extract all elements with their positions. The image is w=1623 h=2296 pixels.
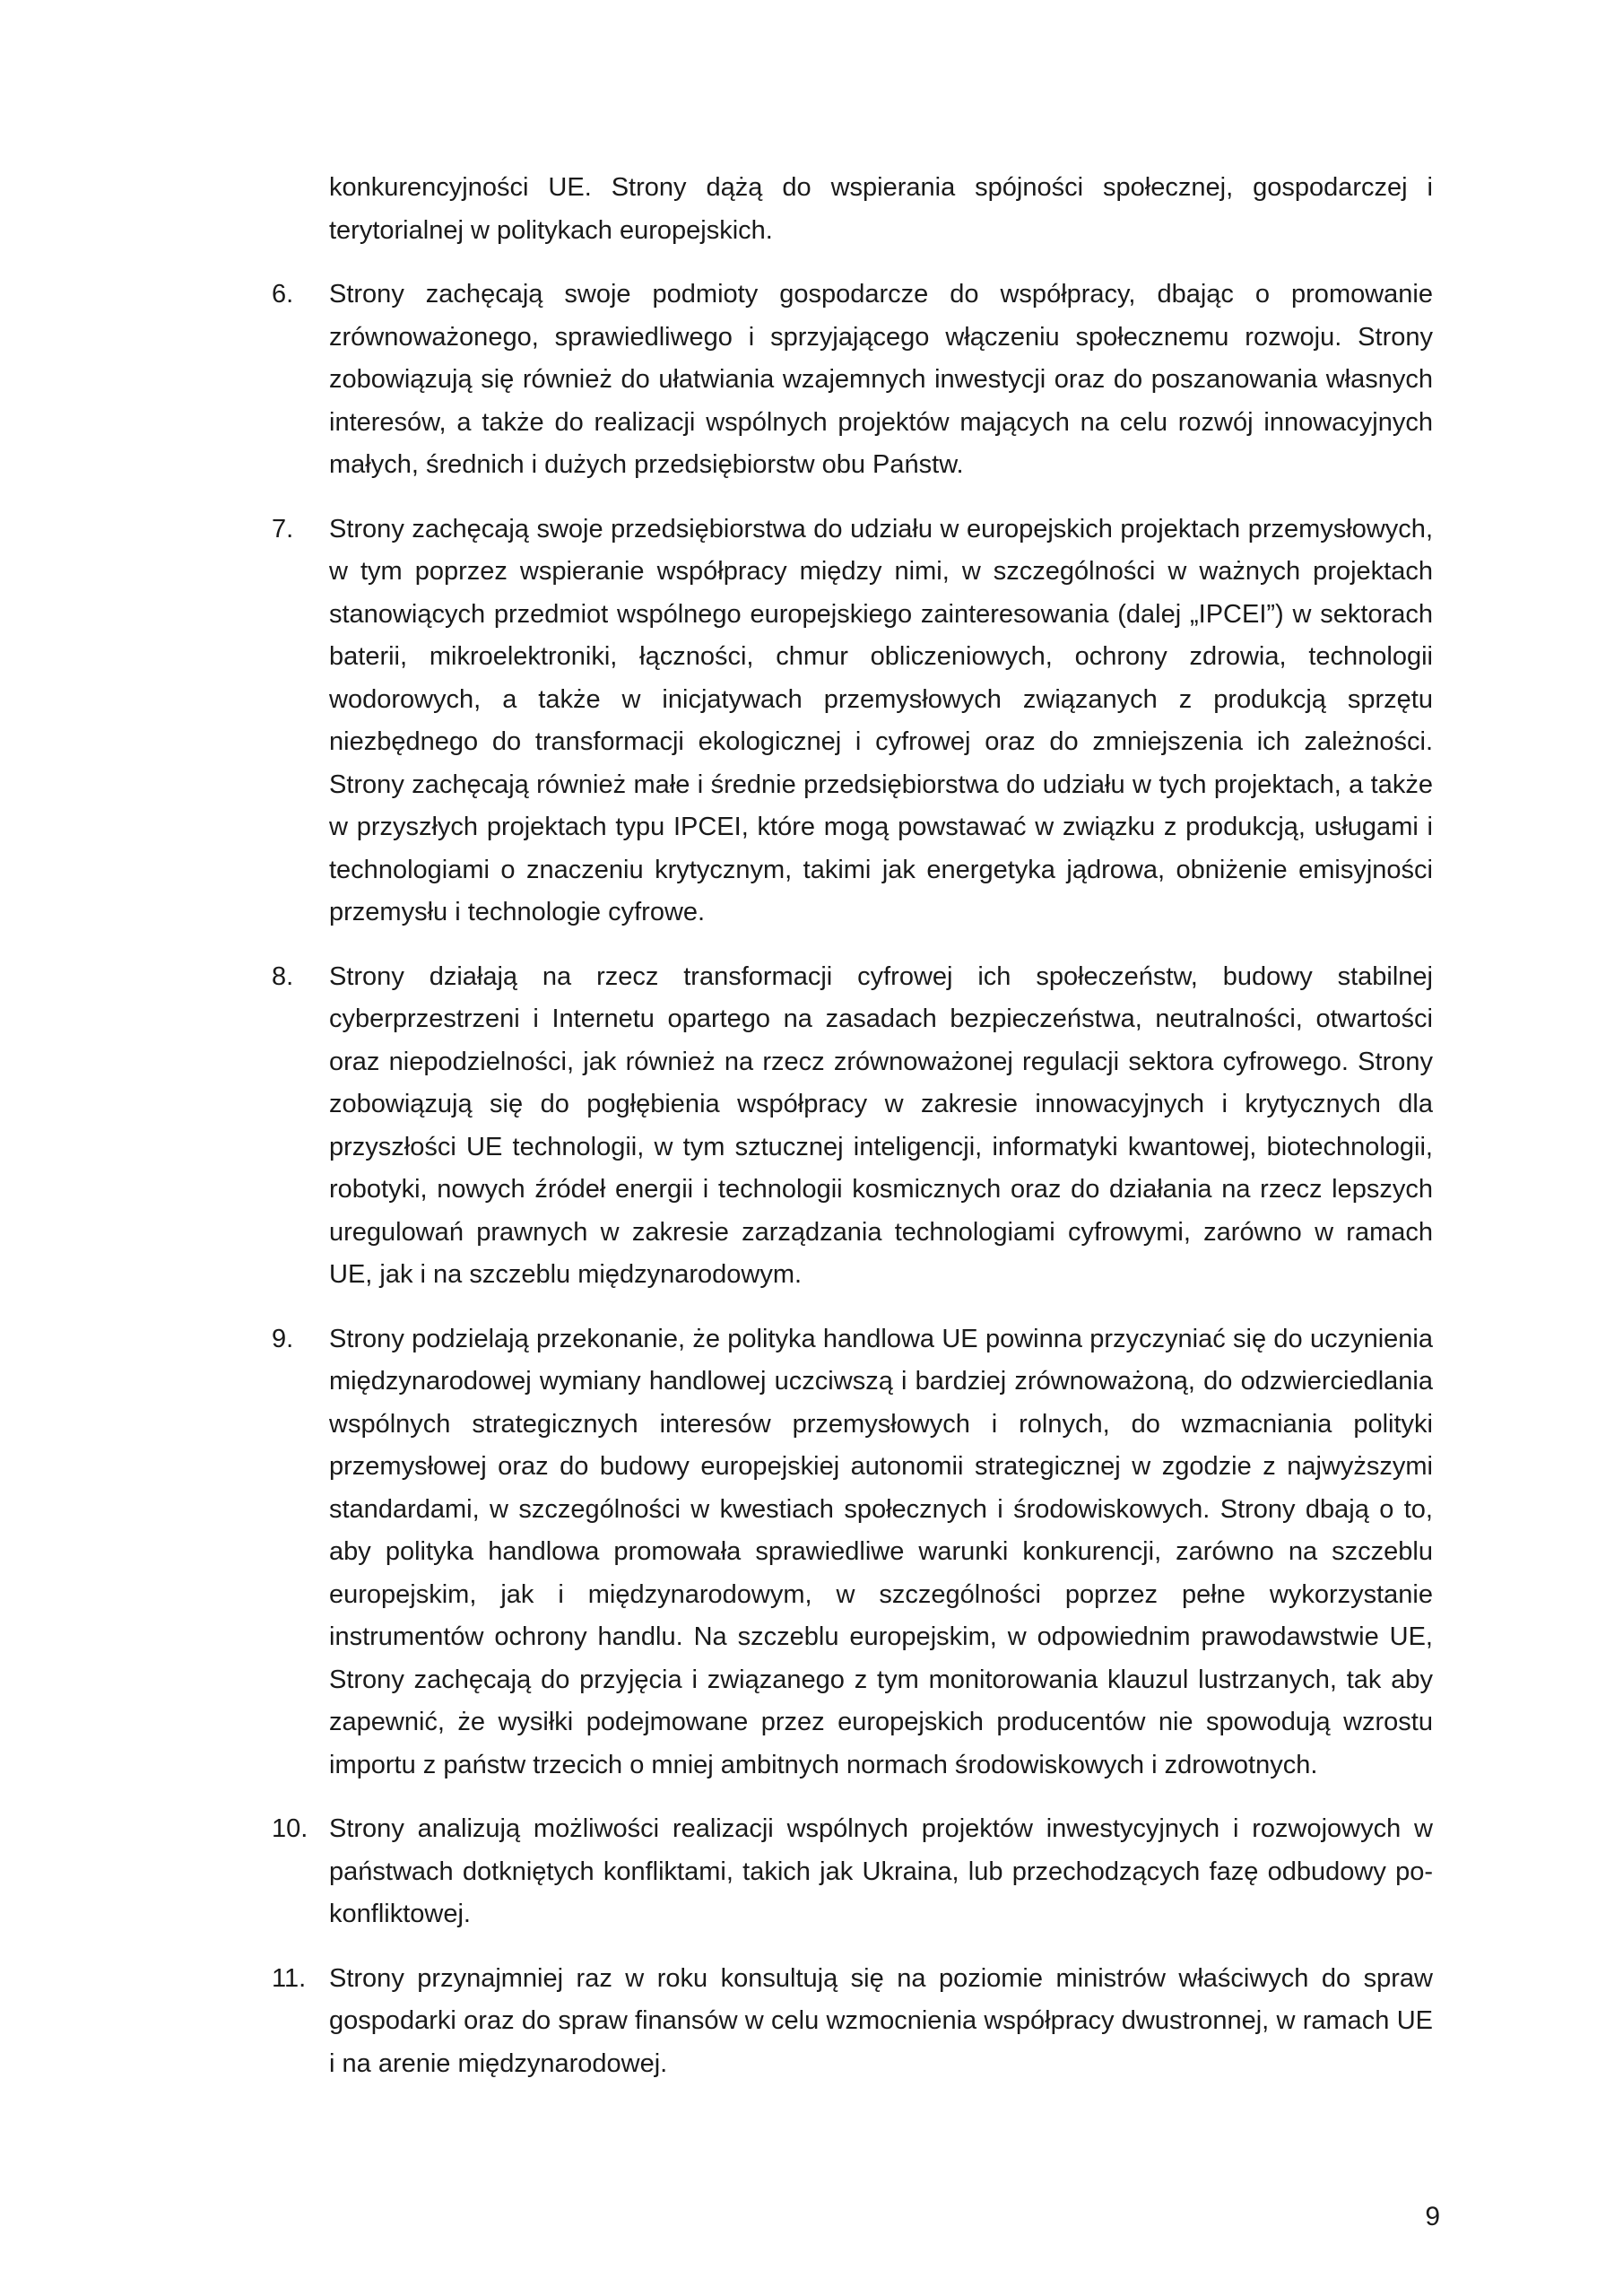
item-number: 7. [272, 514, 294, 544]
item-number: 9. [272, 1324, 294, 1353]
item-text: Strony analizują możliwości realizacji wspólnych projektów inwestycyjnych i rozwojowych w państwach dotkniętych konfliktami, takich jak Ukraina, lub przechodzących fazę odbudowy po-konfliktowej. [329, 1814, 1433, 1928]
item-number: 6. [272, 280, 294, 309]
item-number: 10. [272, 1814, 308, 1843]
item-text: Strony przynajmniej raz w roku konsultują się na poziomie ministrów właściwych do spraw gospodarki oraz do spraw finansów w celu wzmocnienia współpracy dwustronnej, w ramach UE i na arenie międzynarodowej. [329, 1963, 1433, 2078]
list-item-9 [272, 1318, 1433, 1787]
page-number: 9 [1425, 2202, 1440, 2231]
continuation-paragraph: konkurencyjności UE. Strony dążą do wspierania spójności społecznej, gospodarczej i terytorialnej w politykach europejskich. [329, 173, 1433, 245]
item-text: Strony zachęcają swoje przedsiębiorstwa do udziału w europejskich projektach przemysłowych, w tym poprzez wspieranie współpracy między nimi, w szczególności w ważnych projektach stanowiących przedmiot wspólnego europejskiego zainteresowania (dalej „IPCEI”) w sektorach baterii, mikroelektroniki, łączności, chmur obliczeniowych, ochrony zdrowia, technologii wodorowych, a także w inicjatywach przemysłowych związanych z produkcją sprzętu niezbędnego do transformacji ekologicznej i cyfrowej oraz do zmniejszenia ich zależności. Strony zachęcają również małe i średnie przedsiębiorstwa do udziału w tych projektach, a także w przyszłych projektach typu IPCEI, które mogą powstawać w związku z produkcją, usługami i technologiami o znaczeniu krytycznym, takimi jak energetyka jądrowa, obniżenie emisyjności przemysłu i technologie cyfrowe. [329, 514, 1433, 926]
item-number: 8. [272, 961, 294, 991]
item-text: Strony podzielają przekonanie, że polityka handlowa UE powinna przyczyniać się do uczynienia międzynarodowej wymiany handlowej uczciwszą i bardziej zrównoważoną, do odzwierciedlania wspólnych strategicznych interesów przemysłowych i rolnych, do wzmacniania polityki przemysłowej oraz do budowy europejskiej autonomii strategicznej w zgodzie z najwyższymi standardami, w szczególności w kwestiach społecznych i środowiskowych. Strony dbają o to, aby polityka handlowa promowała sprawiedliwe warunki konkurencji, zarówno na szczeblu europejskim, jak i międzynarodowym, w szczególności poprzez pełne wykorzystanie instrumentów ochrony handlu. Na szczeblu europejskim, w odpowiednim prawodawstwie UE, Strony zachęcają do przyjęcia i związanego z tym monitorowania klauzul lustrzanych, tak aby zapewnić, że wysiłki podejmowane przez europejskich producentów nie spowodują wzrostu importu z państw trzecich o mniej ambitnych normach środowiskowych i zdrowotnych. [329, 1324, 1433, 1779]
item-number: 11. [272, 1963, 307, 1993]
item-text: Strony zachęcają swoje podmioty gospodarcze do współpracy, dbając o promowanie zrównoważonego, sprawiedliwego i sprzyjającego włączeniu społecznemu rozwoju. Strony zobowiązują się również do ułatwiania wzajemnych inwestycji oraz do poszanowania własnych interesów, a także do realizacji wspólnych projektów mających na celu rozwój innowacyjnych małych, średnich i dużych przedsiębiorstw obu Państw. [329, 280, 1433, 479]
document-body [272, 167, 1433, 2107]
list-item-6 [272, 274, 1433, 487]
list-item-11 [272, 1958, 1433, 2086]
item-text: Strony działają na rzecz transformacji cyfrowej ich społeczeństw, budowy stabilnej cyberprzestrzeni i Internetu opartego na zasadach bezpieczeństwa, neutralności, otwartości oraz niepodzielności, jak również na rzecz zrównoważonej regulacji sektora cyfrowego. Strony zobowiązują się do pogłębienia współpracy w zakresie innowacyjnych i krytycznych dla przyszłości UE technologii, w tym sztucznej inteligencji, informatyki kwantowej, biotechnologii, robotyki, nowych źródeł energii i technologii kosmicznych oraz do działania na rzecz lepszych uregulowań prawnych w zakresie zarządzania technologiami cyfrowymi, zarówno w ramach UE, jak i na szczeblu międzynarodowym. [329, 961, 1433, 1289]
list-item-7 [272, 509, 1433, 935]
list-item-8 [272, 956, 1433, 1297]
list-item-10 [272, 1808, 1433, 1936]
